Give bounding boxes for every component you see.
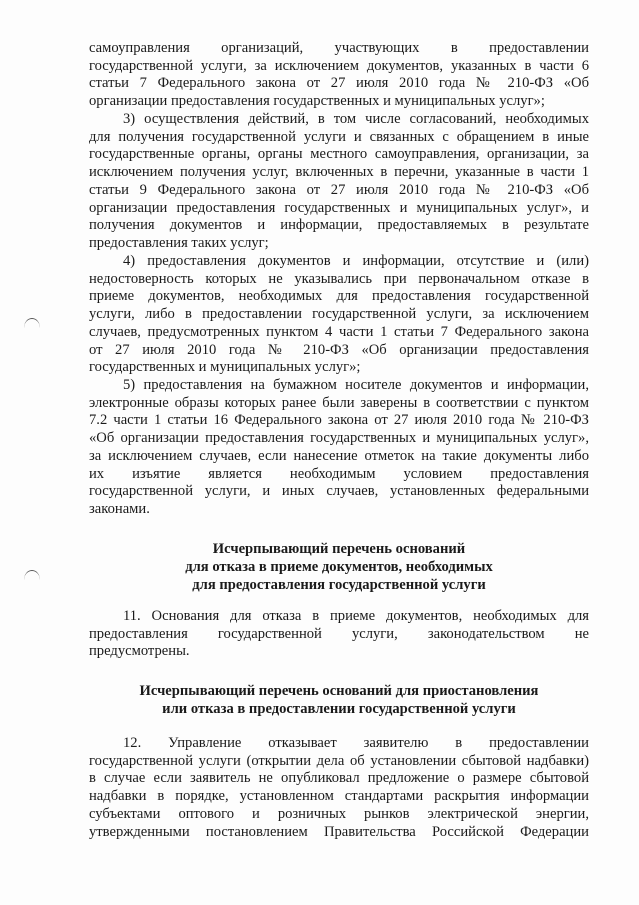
text-line: от 27 июля 2010 года № 210-ФЗ «Об организации предоставления — [89, 341, 589, 358]
text-line: приеме документов, необходимых для предоставления государственной — [89, 288, 589, 305]
text-line: утвержденными постановлением Правительства Российской Федерации — [89, 823, 589, 840]
section-heading-refusal-reception — [89, 540, 589, 596]
heading-line: или отказа в предоставлении государственной услуги — [162, 701, 516, 717]
document-body — [89, 40, 589, 841]
text-line: предоставления государственной услуги, законодательством не — [89, 625, 589, 642]
scan-mark-bottom — [24, 570, 40, 580]
text-line: государственной услуги, и иных случаев, установленных федеральными — [89, 483, 589, 500]
text-line: организации предоставления государственных и муниципальных услуг», и — [89, 199, 589, 216]
scan-mark-top — [24, 318, 40, 328]
text-line: государственных и муниципальных услуг»; — [89, 359, 361, 376]
text-line: 3) осуществления действий, в том числе согласований, необходимых — [123, 111, 589, 127]
paragraph-continuation — [89, 40, 589, 111]
text-line: для получения государственной услуги и связанных с обращением в иные — [89, 128, 589, 145]
paragraph-item-3 — [89, 111, 589, 253]
text-line: 4) предоставления документов и информации, отсутствие и (или) — [123, 253, 589, 269]
text-line: электронные образы которых ранее были заверены в соответствии с пунктом — [89, 394, 589, 411]
paragraph-item-12 — [89, 735, 589, 841]
paragraph-item-4 — [89, 253, 589, 377]
section-heading-suspension-refusal — [89, 682, 589, 720]
text-line: их изъятие является необходимым условием предоставления — [89, 465, 589, 482]
text-line: организации предоставления государственных и муниципальных услуг»; — [89, 93, 545, 110]
text-line: 11. Основания для отказа в приеме документов, необходимых для — [123, 608, 589, 624]
heading-line: для отказа в приеме документов, необходимых — [185, 559, 493, 575]
text-line: государственные органы, органы местного самоуправления, организации, за — [89, 146, 589, 163]
text-line: 5) предоставления на бумажном носителе документов и информации, — [123, 377, 589, 393]
text-line: предусмотрены. — [89, 643, 190, 660]
text-line: государственной услуги, за исключением документов, указанных в части 6 — [89, 57, 589, 74]
text-line: государственной услуги (открытии дела об установлении сбытовой надбавки) — [89, 752, 589, 769]
paragraph-item-11 — [89, 608, 589, 662]
text-line: в случае если заявитель не опубликовал предложение о размере сбытовой — [89, 770, 589, 787]
text-line: предоставления таких услуг; — [89, 234, 269, 251]
text-line: недостоверность которых не указывались при первоначальном отказе в — [89, 270, 589, 287]
heading-line: для предоставления государственной услуги — [192, 577, 486, 593]
heading-line: Исчерпывающий перечень оснований для приостановления — [139, 683, 539, 699]
heading-line: Исчерпывающий перечень оснований — [212, 541, 466, 557]
text-line: случаев, предусмотренных пунктом 4 части 1 статьи 7 Федерального закона — [89, 323, 589, 340]
text-line: 7.2 части 1 статьи 16 Федерального закона от 27 июля 2010 года № 210-ФЗ — [89, 412, 589, 429]
text-line: статьи 9 Федерального закона от 27 июля 2010 года № 210-ФЗ «Об — [89, 181, 589, 198]
text-line: 12. Управление отказывает заявителю в предоставлении — [123, 735, 589, 751]
text-line: «Об организации предоставления государственных и муниципальных услуг», — [89, 430, 589, 447]
text-line: за исключением случаев, если нанесение отметок на такие документы либо — [89, 447, 589, 464]
text-line: субъектами оптового и розничных рынков электрической энергии, — [89, 805, 589, 822]
text-line: исключением получения услуг, включенных в перечни, указанные в части 1 — [89, 164, 589, 181]
text-line: самоуправления организаций, участвующих в предоставлении — [89, 40, 589, 56]
text-line: законами. — [89, 500, 150, 517]
text-line: статьи 7 Федерального закона от 27 июля 2010 года № 210-ФЗ «Об — [89, 75, 589, 92]
text-line: надбавки в порядке, установленном стандартами раскрытия информации — [89, 788, 589, 805]
text-line: получения документов и информации, предоставляемых в результате — [89, 217, 589, 234]
text-line: услуги, либо в предоставлении государственной услуги, за исключением — [89, 306, 589, 323]
paragraph-item-5 — [89, 377, 589, 519]
